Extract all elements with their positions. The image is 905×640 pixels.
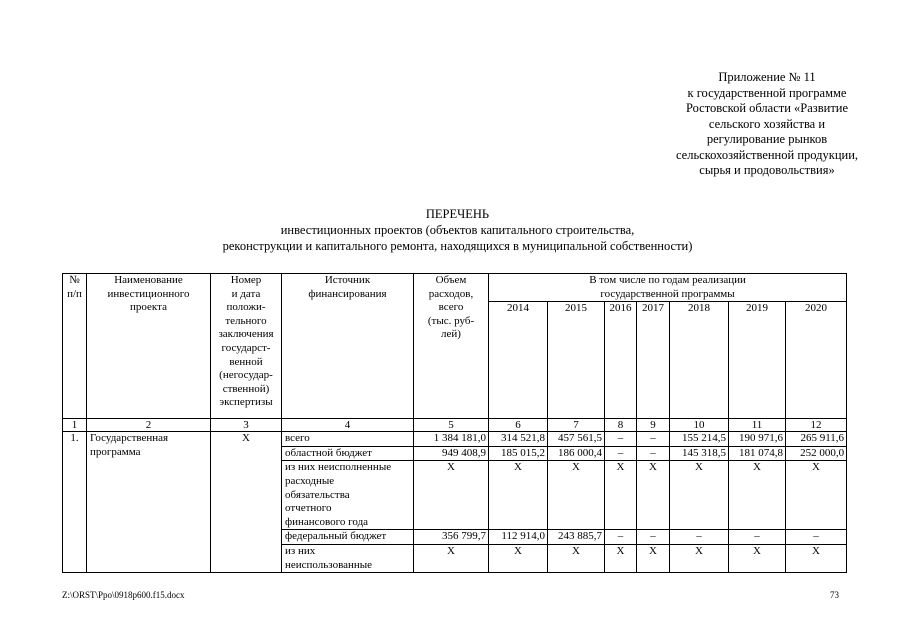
- column-number: 2: [87, 419, 211, 432]
- row-source: всего: [282, 432, 414, 447]
- value-cell: 252 000,0: [786, 446, 847, 461]
- appendix-line: Ростовской области «Развитие: [685, 101, 849, 115]
- column-number: 8: [605, 419, 637, 432]
- value-cell: X: [637, 544, 670, 572]
- value-cell: 457 561,5: [548, 432, 605, 447]
- column-number: 3: [211, 419, 282, 432]
- appendix-line: регулирование рынков: [706, 132, 828, 146]
- footer-file-path: Z:\ORST\Ppo\0918p600.f15.docx: [62, 590, 185, 600]
- column-number: 1: [63, 419, 87, 432]
- value-cell: 155 214,5: [670, 432, 729, 447]
- header-year: 2014: [489, 302, 548, 419]
- header-year: 2018: [670, 302, 729, 419]
- row-conclusion: X: [211, 432, 282, 573]
- appendix-line: сельскохозяйственной продукции,: [675, 147, 859, 162]
- column-numbers-row: [63, 419, 847, 432]
- value-cell: –: [637, 432, 670, 447]
- value-cell: X: [414, 461, 489, 530]
- value-cell: X: [489, 544, 548, 572]
- header-expertise-conclusion: Номер и дата положи- тельного заключения государст- венной (негосудар- ственной) экспертизы: [211, 274, 282, 419]
- appendix-line: Приложение № 11: [718, 70, 816, 84]
- value-cell: 181 074,8: [729, 446, 786, 461]
- value-cell: X: [786, 461, 847, 530]
- header-project-name: Наименование инвестиционного проекта: [87, 274, 211, 419]
- value-cell: –: [670, 530, 729, 545]
- appendix-line: сырья и продовольствия»: [699, 163, 835, 177]
- header-row: [63, 274, 847, 302]
- value-cell: X: [548, 461, 605, 530]
- appendix-line: к государственной программе: [687, 85, 847, 100]
- row-num: 1.: [63, 432, 87, 573]
- header-years-group: В том числе по годам реализации государственной программы: [489, 274, 847, 302]
- header-year: 2020: [786, 302, 847, 419]
- row-source: областной бюджет: [282, 446, 414, 461]
- value-cell: X: [605, 461, 637, 530]
- investment-projects-table: [62, 273, 847, 573]
- value-cell: –: [605, 530, 637, 545]
- column-number: 11: [729, 419, 786, 432]
- value-cell: 185 015,2: [489, 446, 548, 461]
- value-cell: X: [729, 461, 786, 530]
- value-cell: 314 521,8: [489, 432, 548, 447]
- column-number: 10: [670, 419, 729, 432]
- column-number: 12: [786, 419, 847, 432]
- value-cell: 356 799,7: [414, 530, 489, 545]
- column-number: 5: [414, 419, 489, 432]
- column-number: 7: [548, 419, 605, 432]
- header-funding-source: Источник финансирования: [282, 274, 414, 419]
- column-number: 4: [282, 419, 414, 432]
- title-line: реконструкции и капитального ремонта, находящихся в муниципальной собственности): [222, 239, 693, 253]
- column-number: 9: [637, 419, 670, 432]
- value-cell: X: [489, 461, 548, 530]
- value-cell: –: [729, 530, 786, 545]
- value-cell: 265 911,6: [786, 432, 847, 447]
- value-cell: 112 914,0: [489, 530, 548, 545]
- document-title: [0, 206, 905, 254]
- value-cell: –: [605, 432, 637, 447]
- title-heading: ПЕРЕЧЕНЬ: [425, 207, 490, 221]
- appendix-line: сельского хозяйства и: [708, 116, 826, 131]
- value-cell: X: [548, 544, 605, 572]
- appendix-note: [612, 70, 905, 179]
- value-cell: X: [786, 544, 847, 572]
- header-total-volume: Объем расходов, всего (тыс. руб- лей): [414, 274, 489, 419]
- value-cell: 186 000,4: [548, 446, 605, 461]
- value-cell: 145 318,5: [670, 446, 729, 461]
- column-number: 6: [489, 419, 548, 432]
- value-cell: X: [414, 544, 489, 572]
- header-year: 2016: [605, 302, 637, 419]
- value-cell: 190 971,6: [729, 432, 786, 447]
- value-cell: –: [637, 530, 670, 545]
- header-year: 2019: [729, 302, 786, 419]
- row-source: из них неисполненные расходные обязательства отчетного финансового года: [282, 461, 414, 530]
- value-cell: X: [670, 544, 729, 572]
- value-cell: X: [670, 461, 729, 530]
- page-number: 73: [830, 590, 839, 600]
- header-year: 2017: [637, 302, 670, 419]
- header-year: 2015: [548, 302, 605, 419]
- value-cell: X: [637, 461, 670, 530]
- value-cell: 243 885,7: [548, 530, 605, 545]
- row-source: федеральный бюджет: [282, 530, 414, 545]
- title-line: инвестиционных проектов (объектов капитального строительства,: [280, 223, 635, 237]
- row-source: из них неиспользованные: [282, 544, 414, 572]
- header-num: № п/п: [63, 274, 87, 419]
- value-cell: X: [729, 544, 786, 572]
- value-cell: –: [637, 446, 670, 461]
- value-cell: 949 408,9: [414, 446, 489, 461]
- value-cell: 1 384 181,0: [414, 432, 489, 447]
- row-project-name: Государственная программа: [87, 432, 211, 573]
- value-cell: –: [605, 446, 637, 461]
- value-cell: –: [786, 530, 847, 545]
- value-cell: X: [605, 544, 637, 572]
- table-row: [63, 432, 847, 447]
